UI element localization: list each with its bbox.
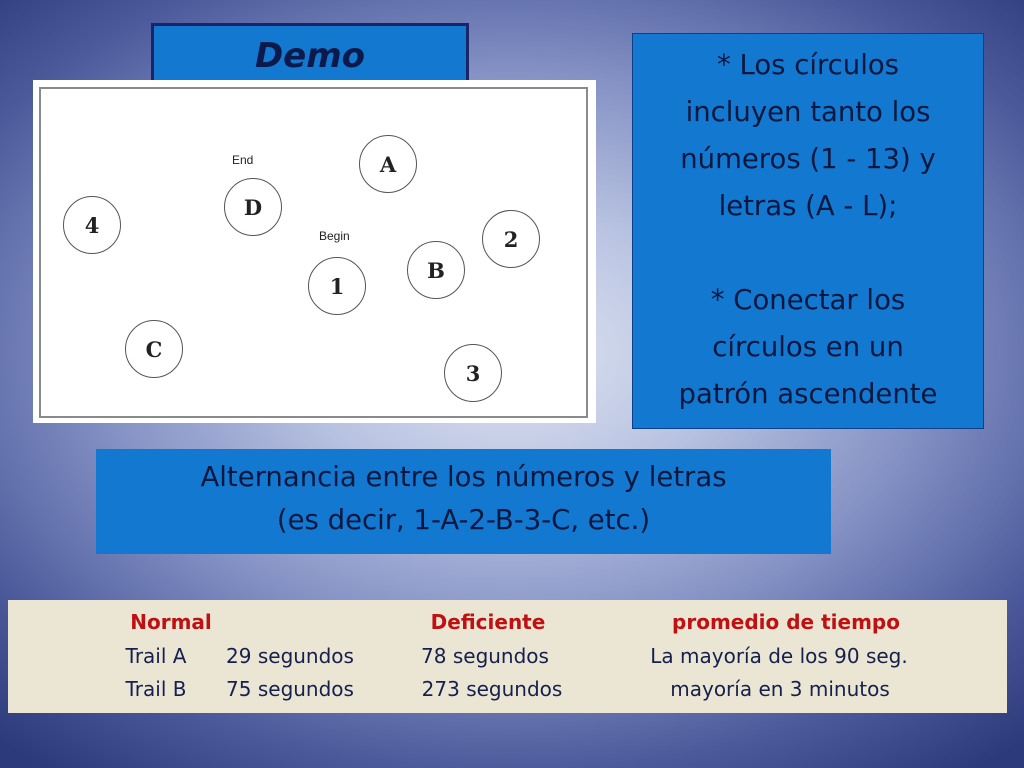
bullet-circles-include-line-3: números (1 - 13) y bbox=[680, 143, 936, 175]
instructions-box bbox=[632, 33, 984, 429]
header-average: promedio de tiempo bbox=[672, 610, 900, 634]
circle-2: 2 bbox=[482, 210, 540, 268]
bullet-circles-include-line-2: incluyen tanto los bbox=[685, 96, 931, 128]
circle-c: C bbox=[125, 320, 183, 378]
bullet-connect-line-3: patrón ascendente bbox=[678, 378, 938, 410]
begin-label: Begin bbox=[319, 229, 350, 243]
bullet-connect-line-1: * Conectar los bbox=[710, 284, 906, 316]
end-label: End bbox=[232, 153, 254, 167]
row-b-trail: Trail B bbox=[125, 677, 187, 701]
bullet-circles-include-line-4: letras (A - L); bbox=[718, 190, 898, 222]
alternation-line-1: Alternancia entre los números y letras bbox=[200, 461, 727, 493]
row-b-normal: 75 segundos bbox=[226, 677, 354, 701]
circle-a: A bbox=[359, 135, 417, 193]
row-a-trail: Trail A bbox=[125, 644, 187, 668]
header-normal: Normal bbox=[130, 610, 212, 634]
row-a-average: La mayoría de los 90 seg. bbox=[650, 644, 908, 668]
header-deficient: Deficiente bbox=[430, 610, 546, 634]
bullet-circles-include-line-1: * Los círculos bbox=[716, 49, 900, 81]
row-b-deficient: 273 segundos bbox=[421, 677, 563, 701]
bullet-connect-line-2: círculos en un bbox=[712, 331, 904, 363]
row-b-average: mayoría en 3 minutos bbox=[670, 677, 890, 701]
trail-making-figure bbox=[33, 80, 596, 423]
circle-b: B bbox=[407, 241, 465, 299]
circle-3: 3 bbox=[444, 344, 502, 402]
demo-title: Demo bbox=[151, 23, 469, 88]
circle-1: 1 bbox=[308, 257, 366, 315]
alternation-box bbox=[96, 449, 831, 554]
timing-table bbox=[8, 600, 1007, 713]
row-a-normal: 29 segundos bbox=[226, 644, 354, 668]
alternation-line-2: (es decir, 1-A-2-B-3-C, etc.) bbox=[276, 504, 651, 536]
circle-d: D bbox=[224, 178, 282, 236]
circle-4: 4 bbox=[63, 196, 121, 254]
row-a-deficient: 78 segundos bbox=[421, 644, 549, 668]
